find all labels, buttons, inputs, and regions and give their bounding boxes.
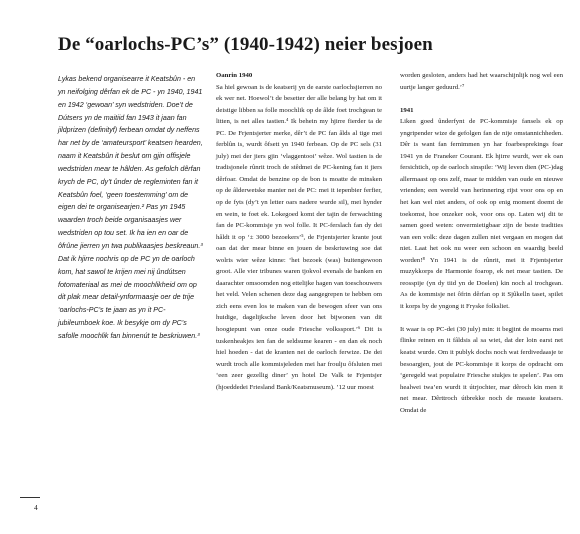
section-heading-1940: Oanrin 1940 xyxy=(216,72,253,79)
page-rule xyxy=(20,497,40,498)
page-title: De “oarlochs-PC’s” (1940-1942) neier besjoen xyxy=(58,34,433,55)
body-paragraph: Sa hiel gewoan is de keatserij yn de earste oarlochsjierren no ek wer net. Hoewol’t de besetter der alle belang by hat om it deistige libben sa folle moochlik op de âlde foet trochgean te litten, is net alles tastien.⁴ Ik behein my hjirre fierder ta de PC. De Frjentsjerter merke, dêr’t de PC fan âlds al tige mei ferblûn is, wurdt ôfsett yn 1940 ferbean. Op de PC sels (31 july) mei der jiers gjin ‘vlaggentooi’ wêze. Wol tastien is de tradisjonele rûnrit troch de stêdmei de PC-kening fan it jiers dêrfoar. Omdat de benzine op de bon is moatte de minsken op de âlderwetske manier nei de PC: mei it iepenbier ferfier, op de fyts (dy’t yn letter oars nadere wurde sil), mei hynder en wein, te foet ek. Lokegoed komt der tajin de ferwachting fan de PC-kommisje yn wol folle. It PC-ferslach fan dy dei hâldt it op ‘± 3000 bezoekers’⁵, de Frjentsjerter krante jout oan dat der mear binne en jouen de beskriuwing soe dat wolris wier wêze kinne: ‘het bezoek (was) buitengewoon groot. Alle vier tribunes waren tjokvol evenals de banken en daarachter omsoomden nog ettelijke hagen van toeschouwers het veld. Velen schenen deze dag aangegrepen te hebben om zich eens even los te maken van de bewogen sfeer van ons huidige, dagelijksche leven door het bijwonen van dit hoogtepunt van onze oude Friesche volkssport.’⁶ Dit is tuskenheakjes ien fan de seldsume kearen - en dan ek noch hiel hoeden - dat de kranten nei de oarloch ferwize. De dei wurdt troch alle kommisjeleden mei har froulju ôfsluten mei ‘een zeer gezellig diner’ yn hotel De Valk te Frjentsjer (hjoeddedei Friesland Bank/Keatsmuseum). ’12 uur moest xyxy=(216,83,382,391)
body-paragraph: It waar is op PC-dei (30 july) min: it begjint de moarns mei flinke reinen en it fâldsis al sa wiet, dat der loin earst net keatst wurde. Om it publyk dochs noch wat ferdivedaasje te besoargjen, jout de PC-kommisje it korps de opdracht om ‘geregeld wat populaire Friesche stukjes te spelen’. Pas om healwei twa’en wurdt it útrjochter, mar dêroch kin men it net mear. Dêrttroch útbrekke noch de measte keatsers. Omdat de xyxy=(400,325,563,414)
paragraph-gap xyxy=(400,93,563,105)
article-column-2 xyxy=(400,70,563,416)
page-number: 4 xyxy=(34,503,38,512)
section-heading-1941: 1941 xyxy=(400,106,414,114)
intro-column xyxy=(58,70,204,343)
paragraph-gap xyxy=(400,312,563,324)
intro-paragraph: Lykas bekend organisearre it Keatsbûn - en yn neifolging dêrfan ek de PC - yn 1940, 1941 en 1942 ‘gewoan’ syn wedstriden. Doe’t de Dútsers yn de maitiid fan 1943 it jaan fan jildprizen (definityf) ferbean omdat dy neffens har net by de ‘amateursport’ keatsen hearden, naam it Keatsbûn it beslut om gjin offisjele wedstriden mear te hâlden. As gefolch dêrfan krych de PC, dy’t ûnder de regleminten fan it Keatsbûn foel, ‘geen toestemming’ om de eigen dei te organisearjen.² Pas yn 1945 waarden troch beide organisaasjes wer wedstriden op tou set. Ik ha ien en oar de ôfrûne jierren yn twa publikaasjes beskreaun.³ Dat ik hjirre nochris op de PC yn de oarloch kom, hat sawol te krijen mei nij ûndútsen fotomateriaal as mei de moochlikheid om op dit plak mear detail-ynformaasje oer de trije ‘oarlochs-PC’s te jaan as yn it PC-jubileumboek koe. Ik besykje om dy PC’s safolle moochlik fan binnenút te beskriuwen.³ xyxy=(58,75,203,340)
article-column-1 xyxy=(216,70,382,393)
body-paragraph: Liken goed ûnderfynt de PC-kommisje fansels ek op yngripender wize de gefolgen fan de nije omstannichheden. Dêr is want fan fernimmen yn har foarbesprekings foar 1941 yn de Franeker Courant. Ek hjirre wurdt, wer ek oan fersichtich, op de oarloch sinspile: ‘Wij leven dien (PC-)dag allermaast op ons zelf, maar te midden van oude en nieuwe vrienden; een wereld van herinnering rijst voor ons op en het kan wel niet anders, of ook op enig moment doemt de toekomst, hoe onzeker ook, voor ons op. Laten wij dit te samen goed weten: onvermietigbaar zijn de beste tradities van een volk: deze dagen zullen niet vergaan en mogen dat niet. Laat het ook nu weer een schoon en waardig beeld worden!⁸ Yn 1941 is de rûnrit, mei it Frjentsjerter muzykkorps de Harmonie foarop, ek net mear tastien. De reosspije (yn dy tiid yn de Doelen) kin noch al trochgean. As de kommisje nei ôfrin dêrfan op it Sjûkelln taset, spilet it korps by de yngong it Fryske folksliet. xyxy=(400,118,563,310)
body-paragraph: worden gesloten, anders had het waarschijnlijk nog wel een uurtje langer geduurd.’⁷ xyxy=(400,72,563,91)
